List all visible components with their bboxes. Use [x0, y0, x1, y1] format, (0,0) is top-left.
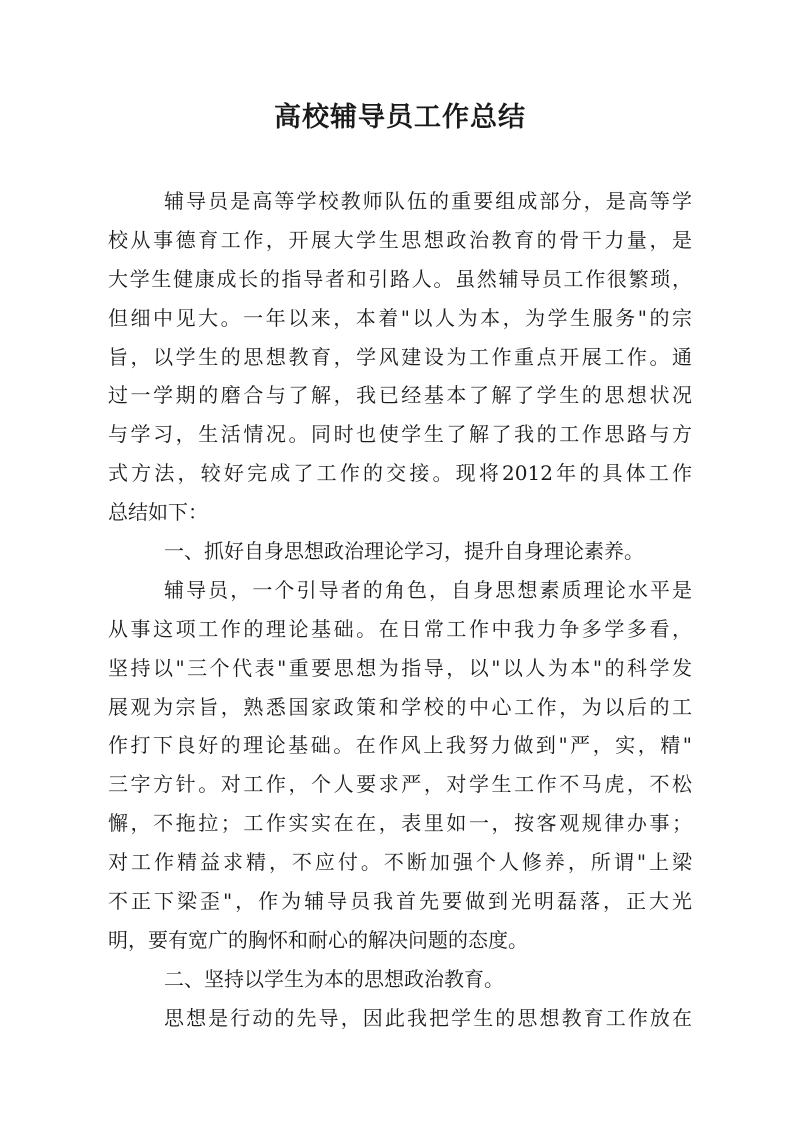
- body-line: 明，要有宽广的胸怀和耐心的解决问题的态度。: [108, 927, 528, 952]
- body-line: 式方法，较好完成了工作的交接。现将2012年的具体工作: [108, 461, 692, 486]
- body-line: 作打下良好的理论基础。在作风上我努力做到"严，实，精": [108, 733, 692, 758]
- body-line: 校从事德育工作，开展大学生思想政治教育的骨干力量，是: [108, 227, 692, 252]
- body-line: 从事这项工作的理论基础。在日常工作中我力争多学多看，: [108, 616, 692, 641]
- body-line: 辅导员是高等学校教师队伍的重要组成部分，是高等学: [164, 189, 692, 213]
- body-line: 总结如下：: [108, 500, 208, 525]
- document-title: 高校辅导员工作总结: [274, 102, 526, 133]
- body-line: 辅导员，一个引导者的角色，自身思想素质理论水平是: [164, 577, 692, 602]
- document-body: [108, 182, 692, 1038]
- body-line: 与学习，生活情况。同时也使学生了解了我的工作思路与方: [108, 422, 692, 447]
- body-line: 懈，不拖拉；工作实实在在，表里如一，按客观规律办事；: [108, 811, 692, 836]
- body-line: 但细中见大。一年以来，本着"以人为本，为学生服务"的宗: [108, 305, 692, 330]
- body-line: 大学生健康成长的指导者和引路人。虽然辅导员工作很繁琐，: [108, 266, 692, 291]
- body-line: 一、抓好自身思想政治理论学习，提升自身理论素养。: [164, 539, 644, 564]
- body-line: 不正下梁歪"，作为辅导员我首先要做到光明磊落，正大光: [108, 889, 692, 914]
- body-line: 对工作精益求精，不应付。不断加强个人修养，所谓"上梁: [108, 850, 692, 875]
- body-line: 过一学期的磨合与了解，我已经基本了解了学生的思想状况: [108, 383, 692, 408]
- body-line: 旨，以学生的思想教育，学风建设为工作重点开展工作。通: [108, 344, 692, 369]
- body-line: 思想是行动的先导，因此我把学生的思想教育工作放在: [164, 1005, 692, 1030]
- body-line: 三字方针。对工作，个人要求严，对学生工作不马虎，不松: [108, 772, 692, 797]
- body-line: 二、坚持以学生为本的思想政治教育。: [164, 966, 504, 991]
- body-line: 坚持以"三个代表"重要思想为指导，以"以人为本"的科学发: [108, 655, 692, 680]
- body-line: 展观为宗旨，熟悉国家政策和学校的中心工作，为以后的工: [108, 694, 692, 719]
